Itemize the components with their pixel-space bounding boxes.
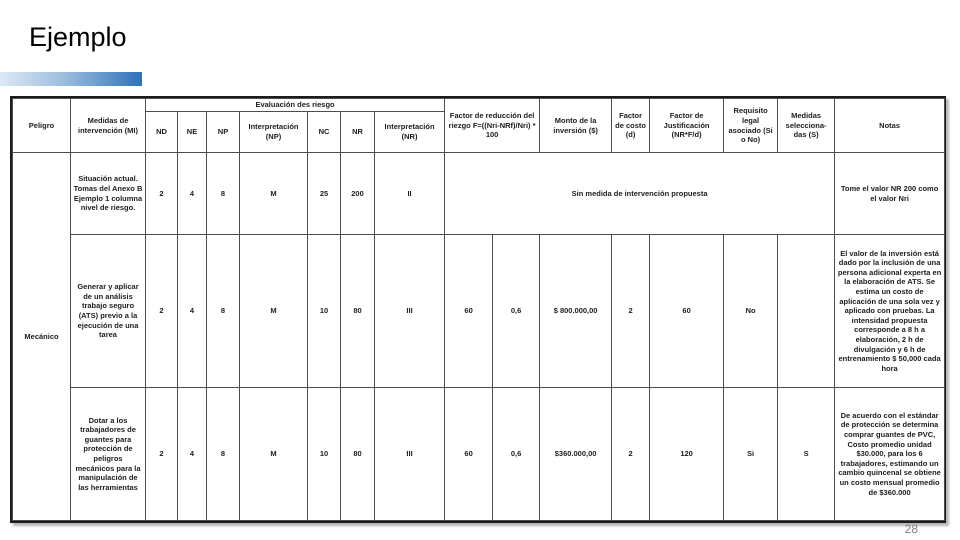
cell-interpretacion-np: M <box>240 388 308 521</box>
cell-nd: 2 <box>146 153 178 235</box>
header-factor-reduccion: Factor de reducción del riezgo F=((Nri-NRf)/Nri) * 100 <box>445 99 540 153</box>
header-np: NP <box>207 112 240 153</box>
cell-seleccionada <box>778 235 835 388</box>
cell-nd: 2 <box>146 388 178 521</box>
cell-ne: 4 <box>178 153 207 235</box>
cell-medida: Generar y aplicar de un análisis trabajo seguro (ATS) previo a la ejecución de una tarea <box>71 235 146 388</box>
cell-nota: El valor de la inversión está dado por la inclusión de una persona adicional experta en la elaboración de ATS. Se estima un costo de aplicación de una sola vez y aplicado con pruebas. La intensidad propuesta corresponde a 8 h a elaboración, 2 h de divulgación y 6 h de entrenamiento $ 50,000 cada hora <box>835 235 945 388</box>
header-monto-inversion: Monto de la inversión ($) <box>540 99 612 153</box>
header-medidas-intervencion: Medidas de intervención (MI) <box>71 99 146 153</box>
cell-np: 8 <box>207 388 240 521</box>
cell-nota: Tome el valor NR 200 como el valor Nri <box>835 153 945 235</box>
cell-np: 8 <box>207 235 240 388</box>
cell-factor-costo: 2 <box>612 388 650 521</box>
header-factor-justificacion: Factor de Justificación (NR*F/d) <box>650 99 724 153</box>
cell-factor-reduccion: 60 <box>445 388 493 521</box>
header-interpretacion-np: Interpretación (NP) <box>240 112 308 153</box>
cell-interpretacion-np: M <box>240 235 308 388</box>
accent-bar <box>0 72 142 86</box>
cell-interpretacion-nr: III <box>375 235 445 388</box>
header-medidas-seleccionadas: Medidas selecciona-das (S) <box>778 99 835 153</box>
table-row-situacion-actual <box>13 153 945 235</box>
cell-monto: $ 800.000,00 <box>540 235 612 388</box>
header-nd: ND <box>146 112 178 153</box>
header-factor-costo: Factor de costo (d) <box>612 99 650 153</box>
cell-factor-justificacion: 60 <box>650 235 724 388</box>
cell-ne: 4 <box>178 235 207 388</box>
table-row-ats <box>13 235 945 388</box>
cell-interpretacion-nr: III <box>375 388 445 521</box>
page-number: 28 <box>904 522 918 536</box>
header-notas: Notas <box>835 99 945 153</box>
cell-sin-medida-merged: Sin medida de intervención propuesta <box>445 153 835 235</box>
risk-evaluation-table <box>12 98 945 521</box>
cell-ne: 4 <box>178 388 207 521</box>
cell-interpretacion-nr: II <box>375 153 445 235</box>
cell-requisito-legal: Si <box>724 388 778 521</box>
header-evaluacion-riesgo: Evaluación des riesgo <box>146 99 445 112</box>
cell-nota: De acuerdo con el estándar de protección se determina comprar guantes de PVC, Costo promedio unidad $30.000, para los 6 trabajadores, estimando un cambio quincenal se obtiene un costo mensual promedio de $360.000 <box>835 388 945 521</box>
cell-medida: Situación actual. Tomas del Anexo B Ejemplo 1 columna nivel de riesgo. <box>71 153 146 235</box>
header-nc: NC <box>308 112 341 153</box>
cell-factor-fraccion: 0,6 <box>493 235 540 388</box>
header-interpretacion-nr: Interpretación (NR) <box>375 112 445 153</box>
cell-nr: 80 <box>341 388 375 521</box>
cell-factor-fraccion: 0,6 <box>493 388 540 521</box>
cell-interpretacion-np: M <box>240 153 308 235</box>
cell-np: 8 <box>207 153 240 235</box>
header-requisito-legal: Requisito legal asociado (Si o No) <box>724 99 778 153</box>
cell-factor-reduccion: 60 <box>445 235 493 388</box>
cell-factor-costo: 2 <box>612 235 650 388</box>
page-title: Ejemplo <box>29 22 127 52</box>
header-peligro: Peligro <box>13 99 71 153</box>
header-ne: NE <box>178 112 207 153</box>
table-row-guantes <box>13 388 945 521</box>
cell-seleccionada: S <box>778 388 835 521</box>
risk-table-container <box>10 96 946 523</box>
cell-nr: 200 <box>341 153 375 235</box>
cell-peligro-mecanico: Mecánico <box>13 153 71 521</box>
cell-nr: 80 <box>341 235 375 388</box>
cell-nc: 10 <box>308 388 341 521</box>
cell-nd: 2 <box>146 235 178 388</box>
cell-medida: Dotar a los trabajadores de guantes para protección de peligros mecánicos para la manipulación de las herramientas <box>71 388 146 521</box>
cell-nc: 10 <box>308 235 341 388</box>
cell-requisito-legal: No <box>724 235 778 388</box>
cell-factor-justificacion: 120 <box>650 388 724 521</box>
cell-monto: $360.000,00 <box>540 388 612 521</box>
header-nr: NR <box>341 112 375 153</box>
cell-nc: 25 <box>308 153 341 235</box>
